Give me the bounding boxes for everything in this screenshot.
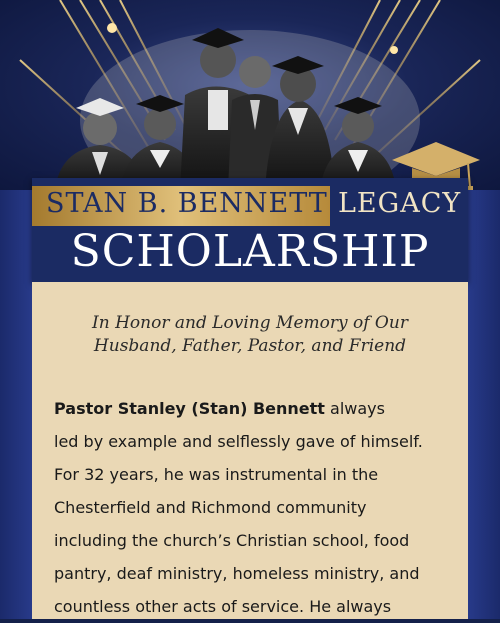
body-line-5: including the church’s Christian school, food	[54, 531, 410, 550]
body-line-7: countless other acts of service. He always	[54, 597, 392, 616]
body-line-3: For 32 years, he was instrumental in the	[54, 465, 379, 484]
hero-banner	[0, 0, 500, 190]
title-scholarship: SCHOLARSHIP	[70, 226, 430, 277]
title-name: STAN B. BENNETT	[46, 188, 328, 219]
graduates-group-photo	[0, 0, 500, 190]
body-line-6: pantry, deaf ministry, homeless ministry, and	[54, 564, 420, 583]
pastor-name: Pastor Stanley (Stan) Bennett	[54, 399, 325, 418]
body-line-1	[54, 392, 464, 425]
body-line-1-rest: always	[324, 399, 385, 418]
content-panel	[32, 282, 468, 619]
light-glint	[107, 23, 117, 33]
biography-text	[54, 392, 464, 623]
subtitle-line-2: Husband, Father, Pastor, and Friend	[93, 336, 407, 356]
subtitle-line-1: In Honor and Loving Memory of Our	[92, 313, 408, 333]
title-banner	[32, 178, 468, 282]
title-legacy: LEGACY	[338, 188, 462, 219]
body-line-2: led by example and selflessly gave of himself.	[54, 432, 423, 451]
memorial-subtitle	[32, 312, 468, 358]
body-line-4: Chesterfield and Richmond community	[54, 498, 367, 517]
light-glint	[390, 46, 398, 54]
